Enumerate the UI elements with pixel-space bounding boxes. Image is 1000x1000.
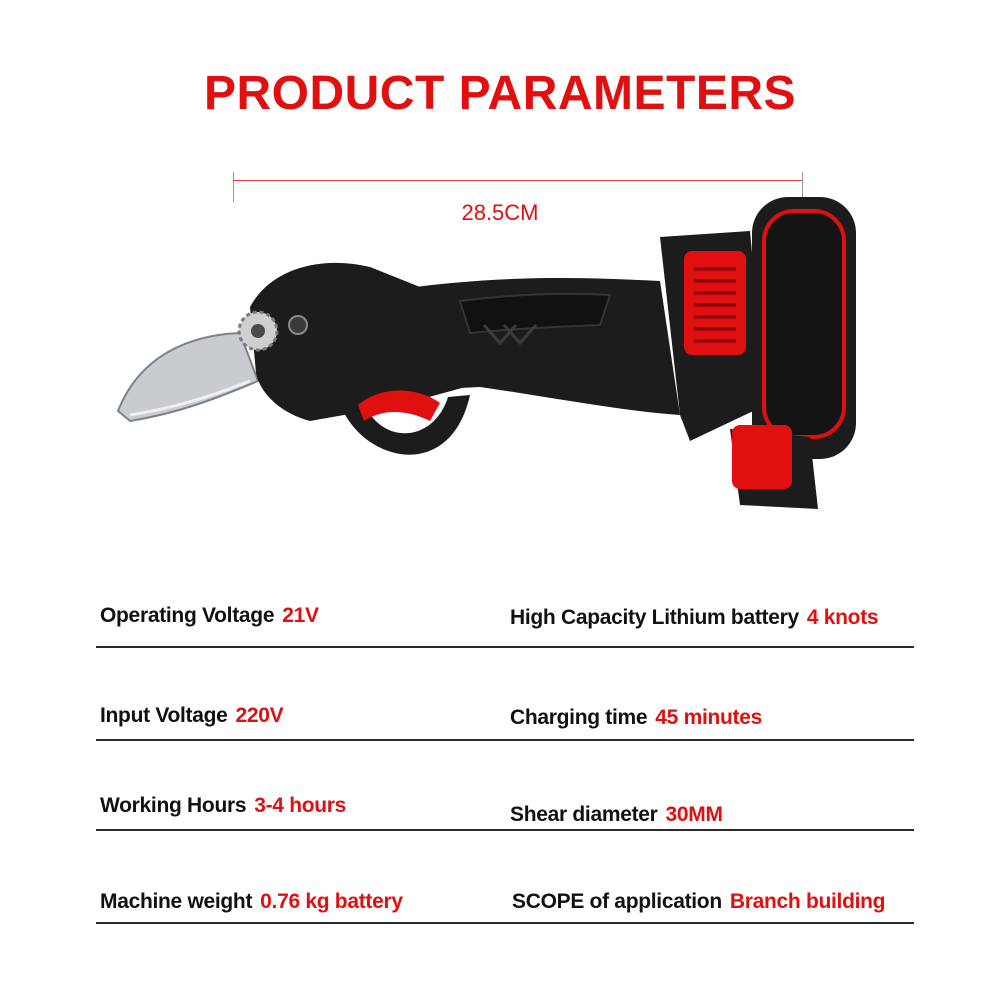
spec-value: 0.76 kg battery [260,890,403,913]
spec-label: Operating Voltage [100,604,275,627]
spec-value: 3-4 hours [254,794,347,817]
spec-label: Machine weight [100,890,253,913]
row-divider [96,646,914,648]
spec-value: 30MM [665,803,723,826]
row-divider [96,739,914,741]
row-divider [96,829,914,831]
page-title: PRODUCT PARAMETERS [203,67,797,120]
spec-input-voltage [100,704,283,744]
row-divider [96,922,914,924]
dimension-line [233,180,803,181]
spec-value: 45 minutes [655,706,762,729]
spec-label: Charging time [510,706,648,729]
spec-operating-voltage [100,604,319,644]
spec-value: 4 knots [806,606,879,629]
spec-shear-diameter [510,803,723,843]
spec-battery [510,606,878,646]
spec-label: Input Voltage [100,704,228,727]
spec-scope-of-application [512,890,885,930]
spec-label: SCOPE of application [512,890,722,913]
spec-label: Shear diameter [510,803,658,826]
dimension-label: 28.5CM [461,200,539,225]
spec-label: Working Hours [100,794,247,817]
pruning-shears-image [100,185,880,525]
spec-machine-weight [100,890,403,930]
spec-value: 220V [235,704,284,727]
spec-value: 21V [282,604,319,627]
spec-working-hours [100,794,346,834]
spec-label: High Capacity Lithium battery [510,606,799,629]
spec-value: Branch building [729,890,886,913]
